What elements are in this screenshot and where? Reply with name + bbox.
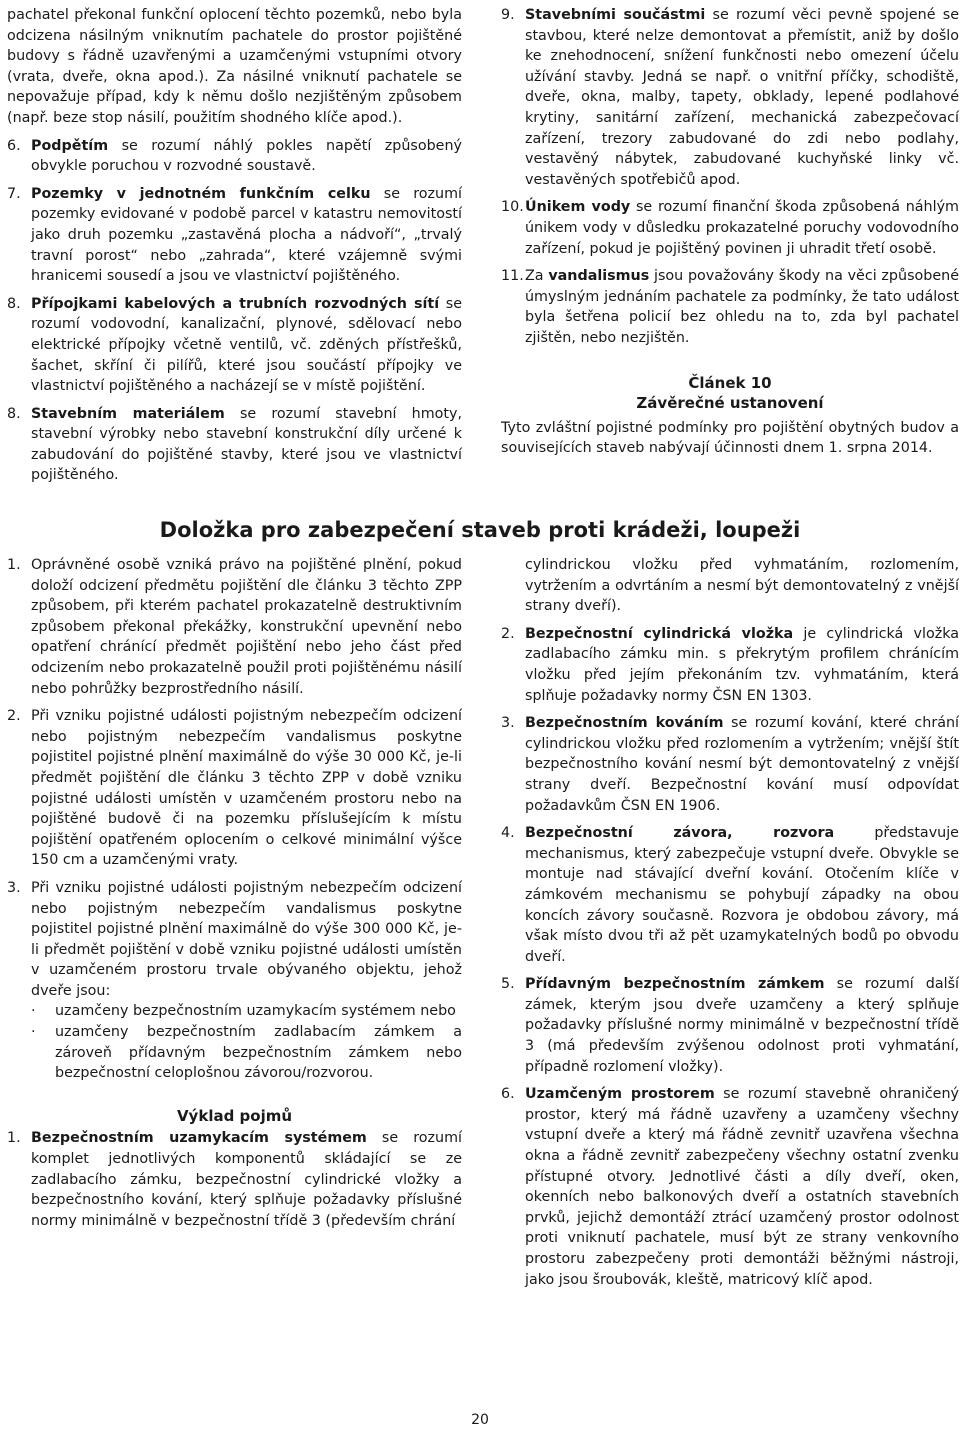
definition-item-9 [501, 5, 959, 190]
item-number: 6. [7, 137, 21, 154]
item-text: se rozumí věci pevně spojené se stavbou, které nelze demontovat a přemístit, aniž by došlo ke znehodnocení, snížení funkčnosti nebo omezení účelu užívání stavby. Jedná se např. o vnitřní příčky, schodiště, dveře, okna, malby, tapety, obklady, lepené podlahové krytiny, sanitární zařízení, mechanická zabezpečovací zařízení, trezory zabudované do zdi nebo podlahy, vestavěný nábytek, zabudované kuchyňské linky vč. vestavěných spotřebičů apod. [525, 7, 959, 188]
item-text: se rozumí finanční škoda způsobená náhlým únikem vody v důsledku prokazatelné poruchy vodovodního zařízení, pokud je pojištěný povinen ji uhradit třetí osobě. [525, 199, 959, 257]
item-text: se rozumí stavební hmoty, stavební výrobky nebo stavební konstrukční díly určené k zabudování do pojištěné stavby, které jsou ve vlastnictví pojištěného. [31, 405, 462, 484]
page-number: 20 [471, 1412, 489, 1428]
item-text: se rozumí náhlý pokles napětí způsobený obvykle poruchou v rozvodné soustavě. [31, 137, 462, 175]
clause-item-1 [7, 555, 462, 699]
item-term: Přídavným bezpečnostním zámkem [525, 976, 825, 993]
item-text: Při vzniku pojistné události pojistným nebezpečím odcizení nebo pojistným nebezpečím vandalismus poskytne pojistitel pojistné plnění maximálně do výše 30 000 Kč, je-li předmět pojištění dle článku 3 těchto ZPP v době vzniku pojistné události umístěn v uzamčeném prostoru nebo na pojištěné budově či na pozemku příslušejícím k místu pojištění opatřeném oplocením o celkové minimální výšce 150 cm a uzamčenými vraty. [31, 708, 462, 869]
bullet-item-1 [7, 1001, 462, 1022]
term-definition-4 [501, 823, 959, 967]
item-term: Bezpečnostní cylindrická vložka [525, 625, 794, 642]
bullet-item-2 [7, 1022, 462, 1084]
item-text: se rozumí stavebně ohraničený prostor, který má řádně uzavřeny a uzamčeny všechny vstupní dveře a který má řádně zevnitř uzavřena všechna okna a řádně zevnitř zabezpečeny všechny ostatní zvenku přístupné otvory. Jednotlivé části a díly dveří, oken, okenních nebo balkonových dveří a ostatních stavebních prvků, jejichž demontáží ztrácí uzamčený prostor odolnost proti vniknutí pachatele, musí být ze strany venkovního prostoru zabezpečeny proti demontáži běžnými nástroji, jako jsou šroubovák, kleště, matricový klíč apod. [525, 1086, 959, 1288]
item-text: se rozumí kování, které chrání cylindrickou vložku před rozlomením a vytržením; vnější štít bezpečnostního kování nesmí být demontovatelný z vnější strany dveří. Bezpečnostní kování musí odpovídat požadavkům ČSN EN 1906. [525, 715, 959, 814]
bottom-left-column [7, 555, 462, 1231]
paragraph-continuation: pachatel překonal funkční oplocení těchto pozemků, nebo byla odcizena násilným vniknutím pachatele do prostor pojištěné budovy s řádně uzavřenými a uzamčenými vstupními otvory (vrata, dveře, okna apod.). Za násilné vniknutí pachatele se nepovažuje případ, kdy k němu došlo nezjištěným způsobem (např. beze stop násilí, použitím shodného klíče apod.). [7, 7, 462, 126]
item-term: Bezpečnostní závora, rozvora [525, 825, 835, 842]
definition-item-8-connections [7, 294, 462, 397]
item-term: Bezpečnostním uzamykacím systémem [31, 1130, 367, 1147]
item-text: se rozumí vodovodní, kanalizační, plynové, sdělovací nebo elektrické přípojky včetně ventilů, vč. zděných přístřešků, šachet, skříní či pilířů, které jsou součástí přípojky ve vlastnictví pojištěného a nacházejí se v místě pojištění. [31, 295, 463, 395]
item-term: vandalismus [548, 268, 650, 285]
definition-item-10 [501, 197, 959, 259]
definition-item-7 [7, 184, 462, 287]
bullet-text: uzamčeny bezpečnostním zadlabacím zámkem a zároveň přídavným bezpečnostním zámkem nebo bezpečnostní celoplošnou závorou/rozvorou. [55, 1024, 462, 1082]
item-number: 2. [501, 625, 515, 642]
closing-provision: Tyto zvláštní pojistné podmínky pro pojištění obytných budov a souvisejících staveb nabývají účinnosti dnem 1. srpna 2014. [501, 419, 959, 457]
item-prefix: Za [525, 268, 549, 285]
item-text: se rozumí další zámek, kterým jsou dveře uzamčeny a který splňuje požadavky příslušné normy minimálně v bezpečnostní třídě 3 (má především zvýšenou odolnost proti vyhmatání, případně rozlomení vložky). [525, 976, 959, 1075]
top-left-column [7, 5, 462, 486]
term-definition-2 [501, 624, 959, 706]
item-term: Stavebním materiálem [31, 405, 225, 422]
definition-continuation: cylindrickou vložku před vyhmatáním, rozlomením, vytržením a odvrtáním a nesmí být demontovatelný z vnější strany dveří). [525, 557, 959, 615]
item-number: 6. [501, 1086, 515, 1103]
item-number: 9. [501, 7, 515, 23]
item-text: je cylindrická vložka zadlabacího zámku min. s překrytým profilem chránícím vložku před jejím překonáním tzv. vyhmatáním, která splňuje požadavky normy ČSN EN 1303. [525, 625, 959, 704]
term-definition-6 [501, 1084, 959, 1290]
item-text: se rozumí pozemky evidované v podobě parcel v katastru nemovitostí jako druh pozemku „zastavěná plocha a nádvoří“, „trvalý travní porost“ nebo „zahrada“, které vzájemně svými hranicemi sousedí a jsou ve vlastnictví pojištěného. [31, 185, 462, 285]
definition-item-11 [501, 266, 959, 348]
top-right-column [501, 5, 959, 459]
item-number: 3. [501, 715, 515, 732]
definition-item-6 [7, 136, 462, 177]
bottom-right-column [501, 555, 959, 1290]
item-number: 10. [501, 199, 524, 216]
item-number: 8. [7, 405, 21, 422]
item-number: 1. [7, 1130, 21, 1147]
bullet-dot: · [31, 1024, 36, 1041]
item-text: se rozumí komplet jednotlivých komponentů skládající se ze zadlabacího zámku, bezpečnostní cylindrické vložky a bezpečnostního kování, který splňuje požadavky příslušné normy minimálně v bezpečnostní třídě 3 (především chrání [31, 1130, 463, 1229]
item-text: představuje mechanismus, který zabezpečuje vstupní dveře. Obvykle se montuje nad stávající dveřní kování. Otočením klíče v zámkovém mechanismu se pohybují západky na obou koncích závory současně. Rozvora je obdobou závory, má však místo dvou tři až pět uzamykatelných bodů po obvodu dveří. [525, 825, 959, 965]
bullet-dot: · [31, 1003, 36, 1020]
item-text: Při vzniku pojistné události pojistným nebezpečím odcizení nebo pojistným nebezpečím vandalismus poskytne pojistitel pojistné plnění maximálně do výše 300 000 Kč, je-li předmět pojištění v době vzniku pojistné události umístěn v uzamčeném prostoru trvale obývaného objektu, jehož dveře jsou: [31, 879, 462, 999]
item-term: Pozemky v jednotném funkčním celku [31, 185, 371, 202]
item-term: Bezpečnostním kováním [525, 715, 724, 732]
item-number: 2. [7, 708, 21, 725]
item-term: Uzamčeným prostorem [525, 1086, 715, 1103]
clause-item-3 [7, 878, 462, 1002]
term-definition-1 [7, 1128, 462, 1231]
clause-heading: Doložka pro zabezpečení staveb proti krádeži, loupeži [159, 518, 801, 542]
item-number: 8. [7, 295, 21, 312]
item-number: 1. [7, 557, 21, 573]
definition-item-8-material [7, 404, 462, 486]
item-term: Podpětím [31, 137, 109, 154]
section-title: Výklad pojmů [176, 1106, 293, 1125]
item-term: Přípojkami kabelových a trubních rozvodných sítí [31, 295, 440, 312]
bullet-text: uzamčeny bezpečnostním uzamykacím systémem nebo [55, 1003, 456, 1020]
article-subtitle: Závěrečné ustanovení [636, 394, 824, 413]
item-term: Únikem vody [525, 199, 631, 216]
item-number: 7. [7, 185, 21, 202]
item-text: Oprávněné osobě vzniká právo na pojištěné plnění, pokud doloží odcizení předmětu pojištění dle článku 3 těchto ZPP způsobem, při kterém pachatel prokazatelně destruktivním způsobem překonal překážky, konstrukční upevnění nebo opatření chránící předmět pojištění nebo jeho část před odcizením nebo prokazatelně použil proti pojištěnému násilí nebo pohrůžky bezprostředního násilí. [31, 557, 462, 697]
article-title: Článek 10 [688, 373, 772, 392]
item-number: 4. [501, 825, 515, 842]
item-number: 3. [7, 879, 21, 896]
item-text: jsou považovány škody na věci způsobené úmyslným jednáním pachatele za podmínky, že tato událost byla šetřena policií bez ohledu na to, zda byl pachatel zjištěn, nebo nezjištěn. [525, 268, 959, 346]
term-definition-3 [501, 713, 959, 816]
item-number: 11. [501, 268, 524, 285]
term-definition-5 [501, 974, 959, 1077]
item-term: Stavebními součástmi [525, 7, 706, 23]
clause-item-2 [7, 706, 462, 871]
item-number: 5. [501, 976, 515, 993]
